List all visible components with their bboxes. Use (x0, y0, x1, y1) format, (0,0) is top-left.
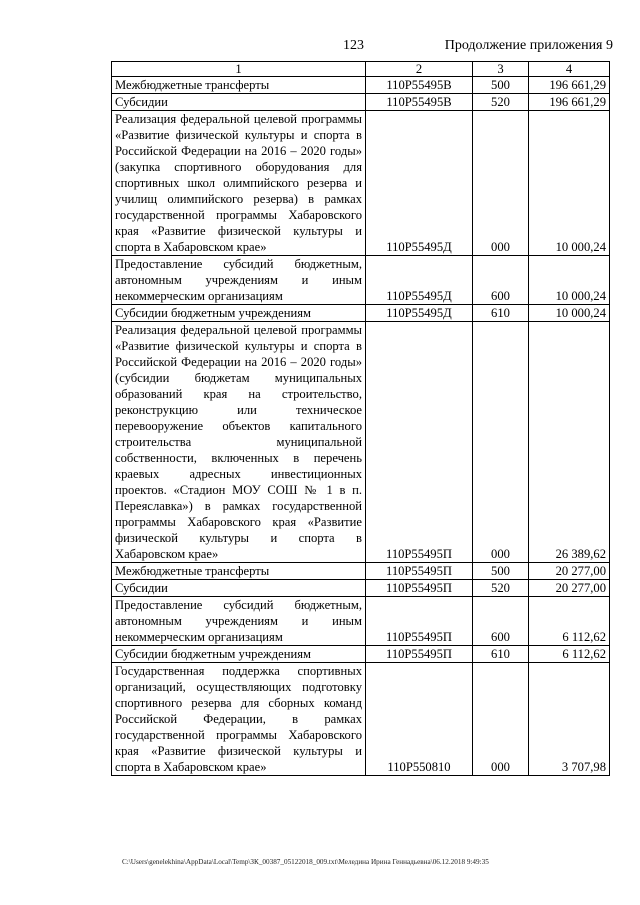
row-code: 110P55495П (366, 597, 473, 646)
row-type: 610 (473, 305, 529, 322)
table-row (112, 77, 610, 94)
row-name: Субсидии (112, 580, 366, 597)
row-code: 110P550810 (366, 663, 473, 776)
column-header: 1 (112, 62, 366, 77)
table-row (112, 646, 610, 663)
row-amount: 26 389,62 (529, 322, 610, 563)
row-amount: 3 707,98 (529, 663, 610, 776)
row-amount: 10 000,24 (529, 111, 610, 256)
row-type: 520 (473, 580, 529, 597)
row-amount: 10 000,24 (529, 305, 610, 322)
row-type: 000 (473, 111, 529, 256)
row-type: 600 (473, 256, 529, 305)
column-header: 2 (366, 62, 473, 77)
page-number: 123 (343, 38, 364, 53)
row-name: Предоставление субсидий бюджетным, автономным учреждениям и иным некоммерческим организациям (112, 256, 366, 305)
table-row (112, 580, 610, 597)
row-name: Реализация федеральной целевой программы «Развитие физической культуры и спорта в Российской Федерации на 2016 – 2020 годы» (субсидии бюджетам муниципальных образований края на строительство, реконструкцию или техническое перевооружение объектов капитального строительства муниципальной собственности, включенных в перечень краевых адресных инвестиционных проектов. «Стадион МОУ СОШ № 1 в п. Переяславка») в рамках государственной программы Хабаровского края «Развитие физической культуры и спорта в Хабаровском крае» (112, 322, 366, 563)
budget-table (111, 61, 610, 776)
row-code: 110P55495Д (366, 305, 473, 322)
row-type: 600 (473, 597, 529, 646)
row-amount: 6 112,62 (529, 646, 610, 663)
row-type: 500 (473, 563, 529, 580)
table-header-row (112, 62, 610, 77)
continuation-label: Продолжение приложения 9 (444, 38, 613, 53)
column-header: 4 (529, 62, 610, 77)
table-row (112, 94, 610, 111)
row-code: 110P55495П (366, 322, 473, 563)
row-code: 110P55495Д (366, 256, 473, 305)
row-amount: 6 112,62 (529, 597, 610, 646)
row-name: Субсидии бюджетным учреждениям (112, 305, 366, 322)
table-row (112, 111, 610, 256)
row-amount: 20 277,00 (529, 563, 610, 580)
table-row (112, 663, 610, 776)
row-type: 500 (473, 77, 529, 94)
row-code: 110P55495П (366, 646, 473, 663)
row-code: 110P55495П (366, 580, 473, 597)
table-row (112, 322, 610, 563)
row-amount: 10 000,24 (529, 256, 610, 305)
row-type: 000 (473, 322, 529, 563)
row-code: 110P55495B (366, 77, 473, 94)
row-name: Межбюджетные трансферты (112, 563, 366, 580)
row-amount: 20 277,00 (529, 580, 610, 597)
row-name: Межбюджетные трансферты (112, 77, 366, 94)
row-code: 110P55495Д (366, 111, 473, 256)
row-amount: 196 661,29 (529, 94, 610, 111)
row-type: 520 (473, 94, 529, 111)
row-type: 000 (473, 663, 529, 776)
row-name: Предоставление субсидий бюджетным, автономным учреждениям и иным некоммерческим организациям (112, 597, 366, 646)
row-code: 110P55495П (366, 563, 473, 580)
table-row (112, 256, 610, 305)
table-row (112, 305, 610, 322)
row-code: 110P55495B (366, 94, 473, 111)
row-name: Государственная поддержка спортивных организаций, осуществляющих подготовку спортивного резерва для сборных команд Российской Федерации, в рамках государственной программы Хабаровского края «Развитие физической культуры и спорта в Хабаровском крае» (112, 663, 366, 776)
row-amount: 196 661,29 (529, 77, 610, 94)
file-path-footer: C:\Users\genelekhina\AppData\Local\Temp\ЗК_00387_05122018_009.txt\Меледина Ирина Геннадьевна\06.12.2018 9:49:35 (122, 858, 489, 866)
row-name: Субсидии бюджетным учреждениям (112, 646, 366, 663)
table-row (112, 563, 610, 580)
row-name: Реализация федеральной целевой программы «Развитие физической культуры и спорта в Российской Федерации на 2016 – 2020 годы» (закупка спортивного оборудования для спортивных школ олимпийского резерва и училищ олимпийского резерва) в рамках государственной программы Хабаровского края «Развитие физической культуры и спорта в Хабаровском крае» (112, 111, 366, 256)
row-name: Субсидии (112, 94, 366, 111)
row-type: 610 (473, 646, 529, 663)
column-header: 3 (473, 62, 529, 77)
table-row (112, 597, 610, 646)
